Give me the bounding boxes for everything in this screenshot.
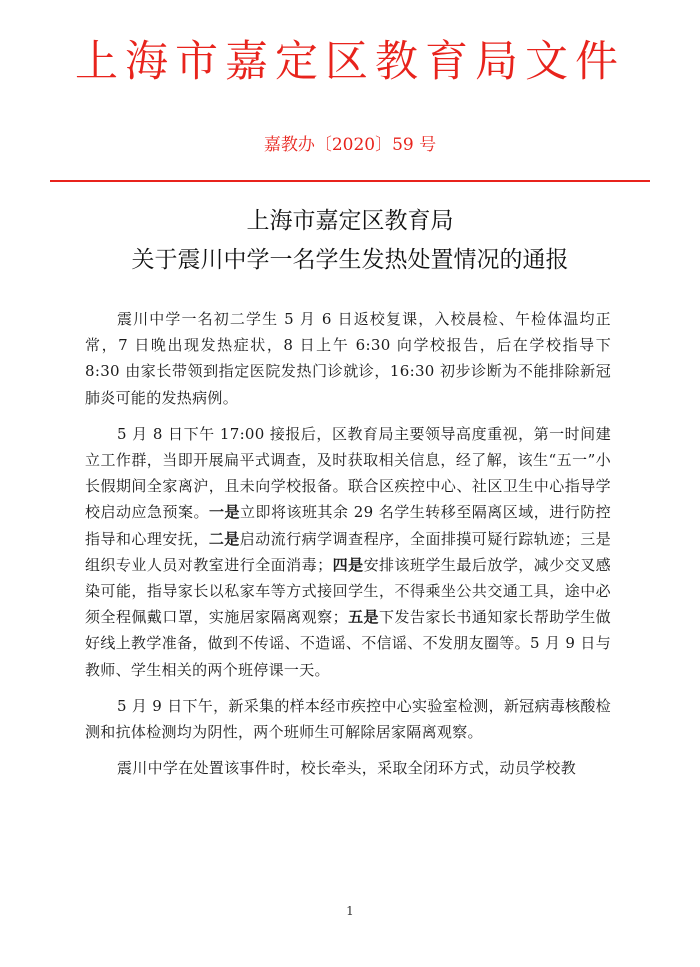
measure-4-text: 安排该班学生最后放学，减少交叉感染可能，指导家长以私家车等方式接回学生，不得乘坐公共交通工具，途中必须全程佩戴口罩，实施居家隔离观察； [85,555,611,627]
page-number: 1 [346,904,354,918]
measure-2-keyword: 二是 [208,529,240,548]
notice-title-line-1: 上海市嘉定区教育局 [246,208,454,234]
issuing-authority-header: 上海市嘉定区教育局文件 [75,37,625,87]
measure-3-text: 组织专业人员对教室进行全面消毒； [85,555,333,574]
measure-5-keyword: 五是 [347,608,380,627]
paragraph-1: 震川中学一名初二学生 5 月 6 日返校复课，入校晨检、午检体温均正常，7 日晚出现发热症状，8 日上午 6:30 向学校报告，后在学校指导下 8:30 由家长带领到指定医院发热门诊就诊，16:30 初步诊断为不能排除新冠肺炎可能的发热病例。 [85,310,611,407]
notice-title-line-2: 关于震川中学一名学生发热处置情况的通报 [131,247,569,273]
paragraph-4: 震川中学在处置该事件时，校长牵头，采取全闭环方式，动员学校教 [117,759,577,778]
measure-2-text: 启动流行病学调查程序，全面排摸可疑行踪轨迹； [239,529,581,548]
paragraph-3: 5 月 9 日下午，新采集的样本经市疾控中心实验室检测，新冠病毒核酸检测和抗体检测均为阴性，两个班师生可解除居家隔离观察。 [85,696,611,742]
measure-1-text: 立即将该班其余 29 名学生转移至隔离区域，进行防控指导和心理安抚， [85,503,611,548]
paragraph-2 [85,421,611,683]
document-number: 嘉教办〔2020〕59 号 [263,135,437,155]
measure-5-text: 下发告家长书通知家长帮助学生做好线上教学准备，做到不传谣、不造谣、不信谣、不发朋友圈等。5 月 9 日与教师、学生相关的两个班停课一天。 [85,608,611,679]
paragraph-2-intro: 5 月 8 日下午 17:00 接报后，区教育局主要领导高度重视，第一时间建立工作群，当即开展扁平式调查，及时获取相关信息，经了解，该生“五一”小长假期间全家离沪，且未向学校报备。联合区疾控中心、社区卫生中心指导学校启动应急预案。 [85,424,611,522]
measure-1-keyword: 一是 [209,503,240,522]
notice-body [85,306,611,791]
measure-4-keyword: 四是 [332,555,364,574]
measure-3-keyword: 三是 [580,529,611,548]
red-divider-line [50,180,650,182]
